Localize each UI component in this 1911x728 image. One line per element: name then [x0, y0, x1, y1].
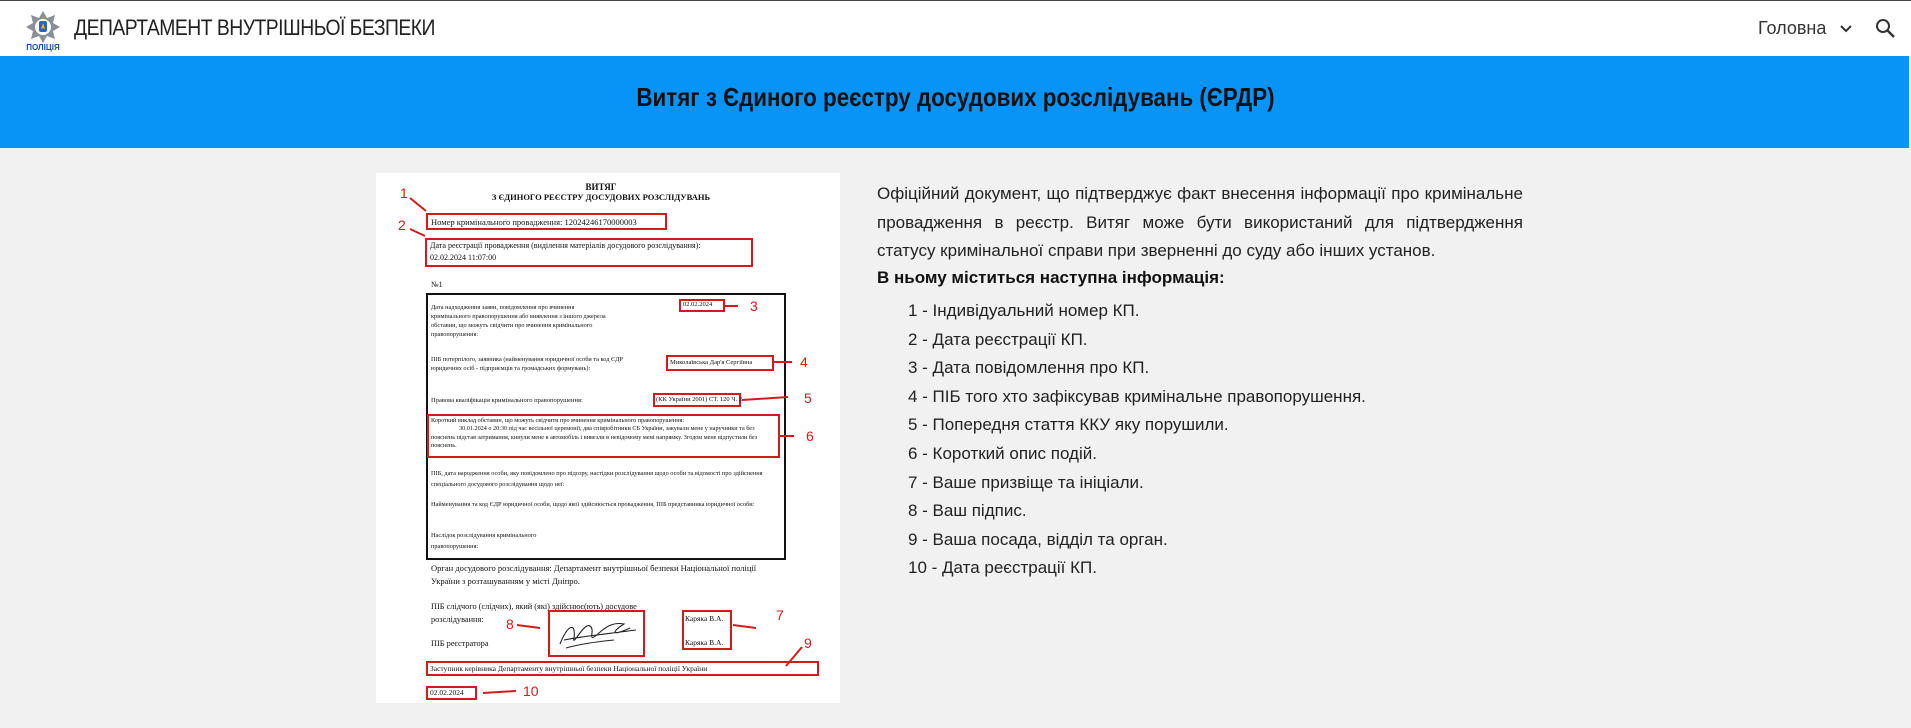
- doc-heading: ВИТЯГ: [585, 182, 617, 192]
- description-paragraph: Офіційний документ, що підтверджує факт внесення інформації про кримінальне провадження в реєстр. Витяг може бути використаний для підтвердження статусу кримінальної справи при зверненні до суду або інших установ.: [877, 184, 1523, 260]
- registration-date-value: 02.02.2024 11:07:00: [430, 253, 497, 262]
- registrar-label: ПІБ реєстратора: [431, 639, 489, 648]
- list-item: 8 - Ваш підпис.: [908, 501, 1027, 521]
- logo-text: ПОЛІЦІЯ: [26, 43, 60, 52]
- position-value: Заступник керівника Департаменту внутрішньої безпеки Національної поліції України: [430, 664, 708, 673]
- list-item: 3 - Дата повідомлення про КП.: [908, 358, 1150, 378]
- list-item: 1 - Індивідуальний номер КП.: [908, 301, 1140, 320]
- investigator-label: ПІБ слідчого (слідчих), який (які) здійснює(ють) досудове розслідування:: [431, 602, 637, 624]
- site-title[interactable]: ДЕПАРТАМЕНТ ВНУТРІШНЬОЇ БЕЗПЕКИ: [74, 15, 435, 40]
- police-badge-icon[interactable]: [24, 9, 62, 53]
- victim-value: Миколаївська Дар'я Сергіївна: [670, 359, 753, 366]
- annotation-connectors: [376, 173, 840, 703]
- list-item: 6 - Короткий опис подій.: [908, 443, 1097, 463]
- marker-2: 2: [398, 217, 406, 233]
- top-bar: [0, 0, 1911, 56]
- marker-4: 4: [800, 354, 808, 370]
- list-item: 4 - ПІБ того хто зафіксував кримінальне правопорушення.: [908, 386, 1366, 406]
- summary-text: 30.01.2024 о 20:30 під час весільної церемонії, два співробітники СБ України, закували мене у наручники та без пояснень підстав затримання, кинули мене в автомобіль і вивезли в невідомому мені напрямку. Згодом мене відпустили без пояснень.: [431, 425, 758, 449]
- outcome-label: Наслідок розслідування кримінального правопорушення:: [431, 532, 537, 550]
- qualification-label: Правова кваліфікація кримінального правопорушення:: [431, 397, 583, 404]
- marker-1: 1: [400, 185, 408, 201]
- investigator-value: Каряка В.А.: [685, 614, 724, 623]
- entry-number: №1: [431, 280, 443, 289]
- info-list: [908, 297, 1366, 583]
- investigation-organ: Орган досудового розслідування: Департамент внутрішньої безпеки Національної поліції України з розташуванням у місті Дніпро.: [431, 563, 757, 586]
- page-title: Витяг з Єдиного реєстру досудових розслідувань (ЄРДР): [636, 82, 1275, 112]
- marker-5: 5: [804, 390, 812, 406]
- erdr-extract-image: [376, 173, 840, 703]
- list-item: 9 - Ваша посада, відділ та орган.: [908, 529, 1168, 549]
- marker-10: 10: [523, 683, 539, 699]
- final-date: 02.02.2024: [430, 688, 464, 697]
- search-icon[interactable]: [1874, 17, 1896, 39]
- summary-label: Короткий виклад обставин, що можуть свідчити про вчинення кримінального правопорушення:: [431, 417, 685, 424]
- case-number: Номер кримінального провадження: 12024246170000003: [431, 217, 637, 227]
- suspect-label: ПІБ, дата народження особи, яку повідомлено про підозру, настідки розслідування щодо особи та відомості про здійснення спеціального досудового розслідування щодо неї:: [431, 470, 763, 488]
- marker-3: 3: [750, 298, 758, 314]
- list-item: 10 - Дата реєстрації КП.: [908, 558, 1097, 578]
- registrar-value: Каряка В.А.: [685, 638, 724, 647]
- info-subheading: В ньому міститься наступна інформація:: [877, 268, 1225, 287]
- chevron-down-icon[interactable]: [1838, 21, 1854, 37]
- marker-9: 9: [804, 635, 812, 651]
- marker-7: 7: [776, 607, 784, 623]
- marker-8: 8: [506, 616, 514, 632]
- legal-entity-label: Найменування та код ЄДР юридичної особи, щодо якої здійснюється провадження, ПІБ представника юридичної особи:: [431, 501, 755, 508]
- marker-6: 6: [806, 428, 814, 444]
- notification-date-label: Дата надходження заяви, повідомлення про вчинення кримінального правопорушення або виявлення з іншого джерела обставин, що можуть свідчити про вчинення кримінального правопорушення:: [431, 304, 606, 338]
- qualification-value: (КК України 2001) СТ. 120 Ч. 2: [656, 396, 742, 403]
- list-item: 7 - Ваше призвіще та ініціали.: [908, 472, 1144, 492]
- victim-label: ПІБ потерпілого, заявника (найменування юридичної особи та код ЄДР юридичних осіб - підприємців та громадських формувань):: [431, 356, 623, 372]
- doc-subheading: З ЄДИНОГО РЕЄСТРУ ДОСУДОВИХ РОЗСЛІДУВАНЬ: [491, 192, 711, 202]
- nav-home-link[interactable]: Головна: [1758, 18, 1827, 38]
- list-item: 5 - Попередня стаття ККУ яку порушили.: [908, 415, 1229, 435]
- list-item: 2 - Дата реєстрації КП.: [908, 329, 1088, 349]
- notification-date-value: 02.02.2024: [683, 301, 713, 308]
- registration-date-label: Дата реєстрації провадження (виділення матеріалів досудового розслідування):: [430, 241, 701, 250]
